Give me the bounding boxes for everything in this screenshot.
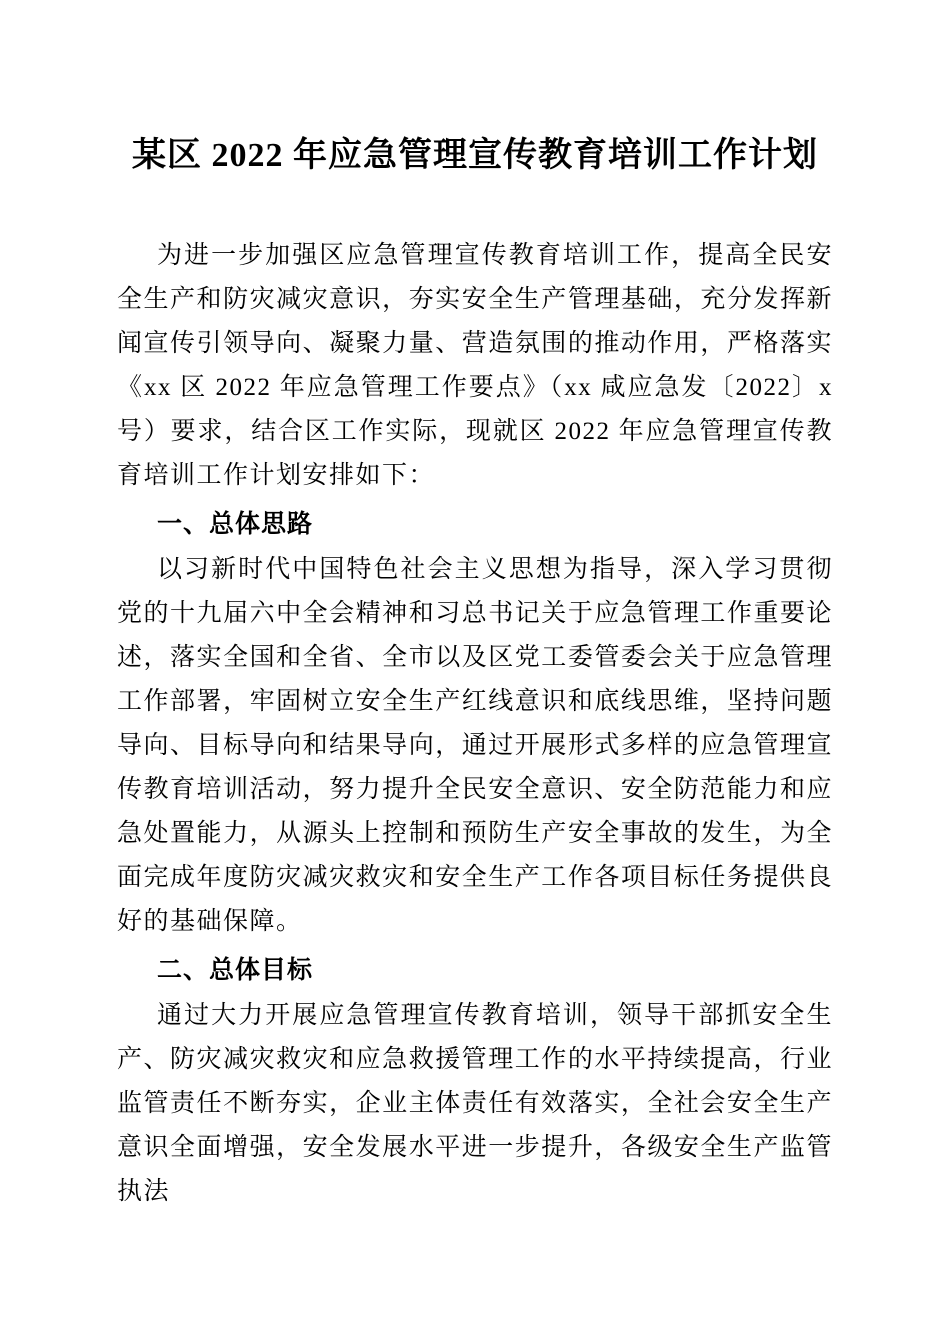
section-body-overall-goals: 通过大力开展应急管理宣传教育培训，领导干部抓安全生产、防灾减灾救灾和应急救援管理工作的水平持续提高，行业监管责任不断夯实，企业主体责任有效落实，全社会安全生产意识全面增强，安全发展水平进一步提升，各级安全生产监管执法 bbox=[117, 1002, 833, 1205]
section-heading-overall-goals: 二、总体目标 bbox=[157, 956, 314, 984]
intro-paragraph: 为进一步加强区应急管理宣传教育培训工作，提高全民安全生产和防灾减灾意识，夯实安全生产管理基础，充分发挥新闻宣传引领导向、凝聚力量、营造氛围的推动作用，严格落实《xx 区 2022 年应急管理工作要点》（xx 咸应急发〔2022〕x 号）要求，结合区工作实际，现就区 2022 年应急管理宣传教育培训工作计划安排如下： bbox=[117, 242, 833, 489]
document-title: 某区 2022 年应急管理宣传教育培训工作计划 bbox=[132, 137, 818, 174]
section-body-overall-approach: 以习新时代中国特色社会主义思想为指导，深入学习贯彻党的十九届六中全会精神和习总书记关于应急管理工作重要论述，落实全国和全省、全市以及区党工委管委会关于应急管理工作部署，牢固树立安全生产红线意识和底线思维，坚持问题导向、目标导向和结果导向，通过开展形式多样的应急管理宣传教育培训活动，努力提升全民安全意识、安全防范能力和应急处置能力，从源头上控制和预防生产安全事故的发生，为全面完成年度防灾减灾救灾和安全生产工作各项目标任务提供良好的基础保障。 bbox=[117, 556, 833, 935]
section-heading-overall-approach: 一、总体思路 bbox=[157, 510, 314, 538]
